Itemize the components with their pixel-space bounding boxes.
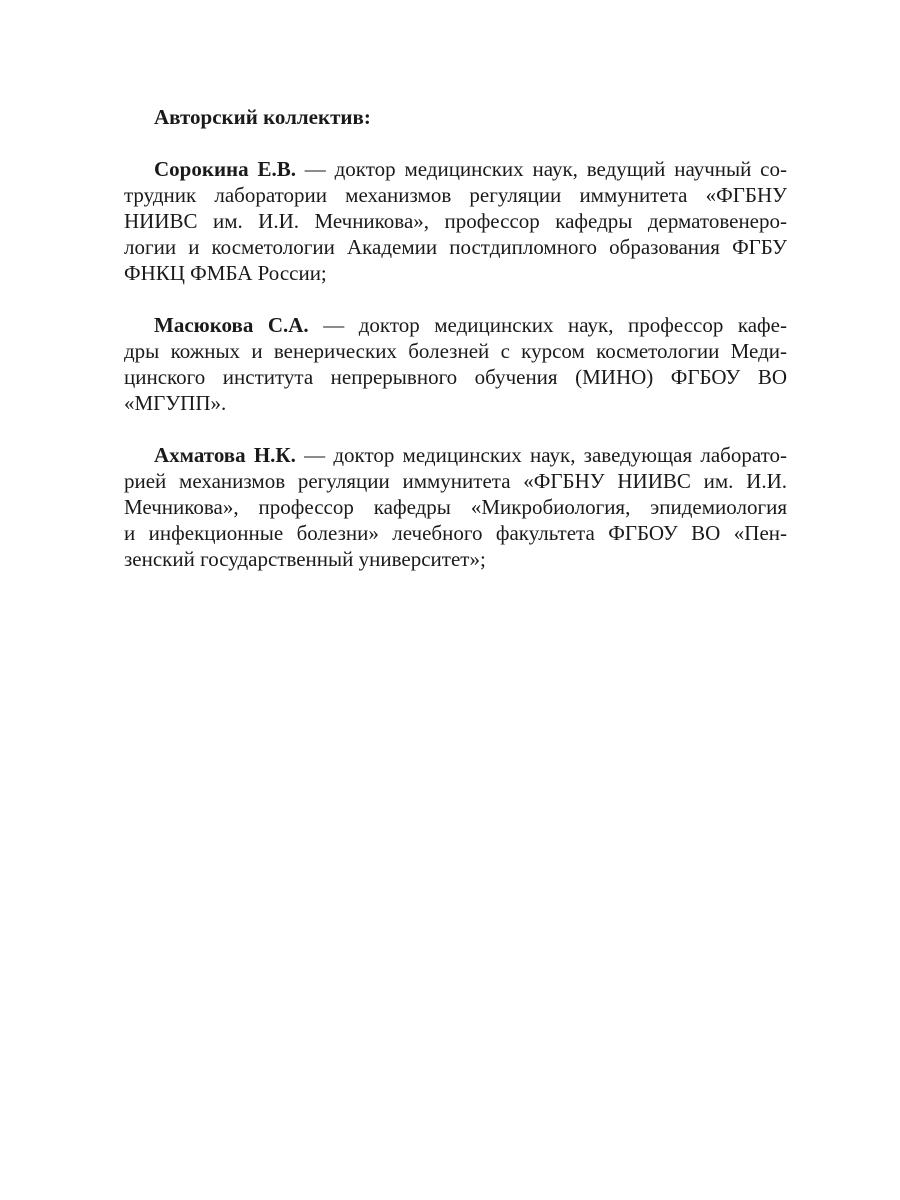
text-line: Ахматова Н.К. — доктор медицинских наук, заведующая лаборато- bbox=[154, 443, 788, 467]
author-paragraph-akhmatova bbox=[124, 442, 787, 572]
text-line: рией механизмов регуляции иммунитета «ФГБНУ НИИВС им. И.И. bbox=[124, 469, 787, 493]
text-line: Сорокина Е.В. — доктор медицинских наук, ведущий научный со- bbox=[154, 157, 787, 181]
author-name: Сорокина Е.В. bbox=[154, 157, 296, 181]
author-name: Ахматова Н.К. bbox=[154, 443, 296, 467]
text-line: дры кожных и венерических болезней с курсом косметологии Меди- bbox=[124, 339, 787, 363]
author-paragraph-sorokina bbox=[124, 156, 787, 286]
text-line: ФНКЦ ФМБА России; bbox=[124, 261, 327, 285]
authors-text-block bbox=[124, 104, 787, 572]
text-line: «МГУПП». bbox=[124, 391, 227, 415]
author-paragraph-masyukova bbox=[124, 312, 787, 416]
text-line: логии и косметологии Академии постдипломного образования ФГБУ bbox=[124, 235, 787, 259]
text-line: НИИВС им. И.И. Мечникова», профессор кафедры дерматовенеро- bbox=[124, 209, 787, 233]
text-line: трудник лаборатории механизмов регуляции иммунитета «ФГБНУ bbox=[124, 183, 787, 207]
text-line: Мечникова», профессор кафедры «Микробиология, эпидемиология bbox=[124, 495, 787, 519]
text-line: и инфекционные болезни» лечебного факультета ФГБОУ ВО «Пен- bbox=[124, 521, 787, 545]
text-line: зенский государственный университет»; bbox=[124, 547, 486, 571]
text-line: Масюкова С.А. — доктор медицинских наук, профессор кафе- bbox=[154, 313, 787, 337]
authors-heading: Авторский коллектив: bbox=[154, 105, 371, 129]
text-line: цинского института непрерывного обучения (МИНО) ФГБОУ ВО bbox=[124, 365, 787, 389]
author-name: Масюкова С.А. bbox=[154, 313, 309, 337]
